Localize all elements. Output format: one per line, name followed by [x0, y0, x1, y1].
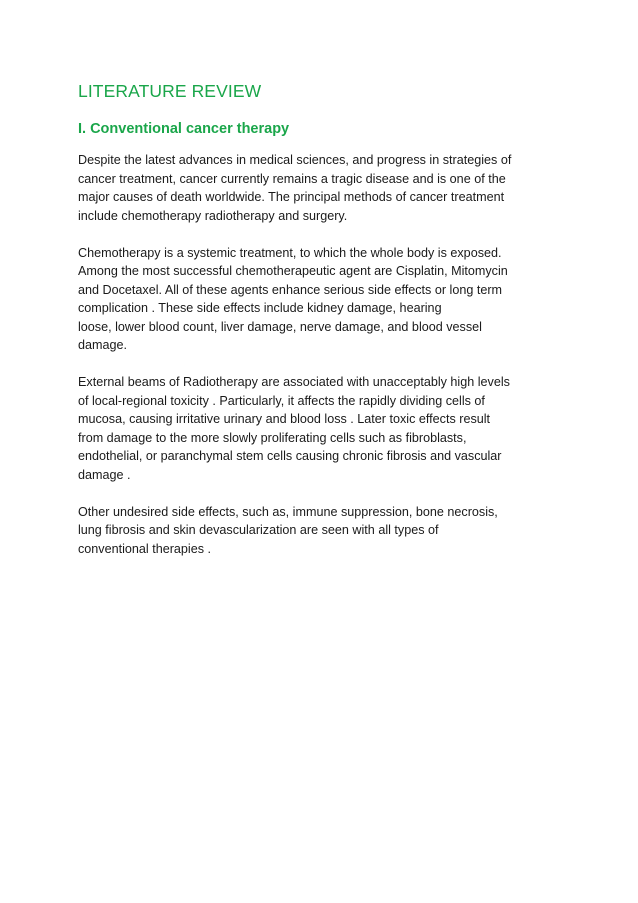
paragraph-line: damage. — [78, 338, 128, 352]
paragraph-line: External beams of Radiotherapy are associated with unacceptably high levels — [78, 375, 510, 389]
paragraph-line: of local-regional toxicity . Particularly, it affects the rapidly dividing cells of — [78, 393, 485, 408]
document-page — [78, 80, 558, 577]
paragraph-intro — [78, 151, 558, 225]
paragraph-line: endothelial, or paranchymal stem cells causing chronic fibrosis and vascular — [78, 449, 502, 463]
paragraph-line: from damage to the more slowly proliferating cells such as fibroblasts, — [78, 430, 467, 445]
paragraph-line: damage . — [78, 467, 131, 482]
document-title: LITERATURE REVIEW — [78, 81, 262, 101]
paragraph-line: Chemotherapy is a systemic treatment, to which the whole body is exposed. — [78, 245, 502, 260]
paragraph-line: and Docetaxel. All of these agents enhance serious side effects or long term — [78, 282, 503, 297]
paragraph-line: lung fibrosis and skin devascularization are seen with all types of — [78, 523, 439, 537]
paragraph-line: loose, lower blood count, liver damage, nerve damage, and blood vessel — [78, 319, 482, 334]
paragraph-line: conventional therapies . — [78, 541, 212, 556]
paragraph-chemotherapy — [78, 244, 558, 355]
paragraph-side-effects — [78, 503, 558, 559]
paragraph-line: Among the most successful chemotherapeutic agent are Cisplatin, Mitomycin — [78, 264, 508, 278]
paragraph-radiotherapy — [78, 373, 558, 484]
paragraph-line: cancer treatment, cancer currently remains a tragic disease and is one of the — [78, 171, 506, 186]
section-heading: I. Conventional cancer therapy — [78, 121, 290, 137]
paragraph-line: mucosa, causing irritative urinary and blood loss . Later toxic effects result — [78, 412, 491, 426]
paragraph-line: complication . These side effects include kidney damage, hearing — [78, 301, 442, 315]
paragraph-line: Other undesired side effects, such as, immune suppression, bone necrosis, — [78, 504, 498, 519]
paragraph-line: include chemotherapy radiotherapy and surgery. — [78, 208, 348, 223]
paragraph-line: Despite the latest advances in medical sciences, and progress in strategies of — [78, 153, 512, 167]
paragraph-line: major causes of death worldwide. The principal methods of cancer treatment — [78, 190, 505, 204]
